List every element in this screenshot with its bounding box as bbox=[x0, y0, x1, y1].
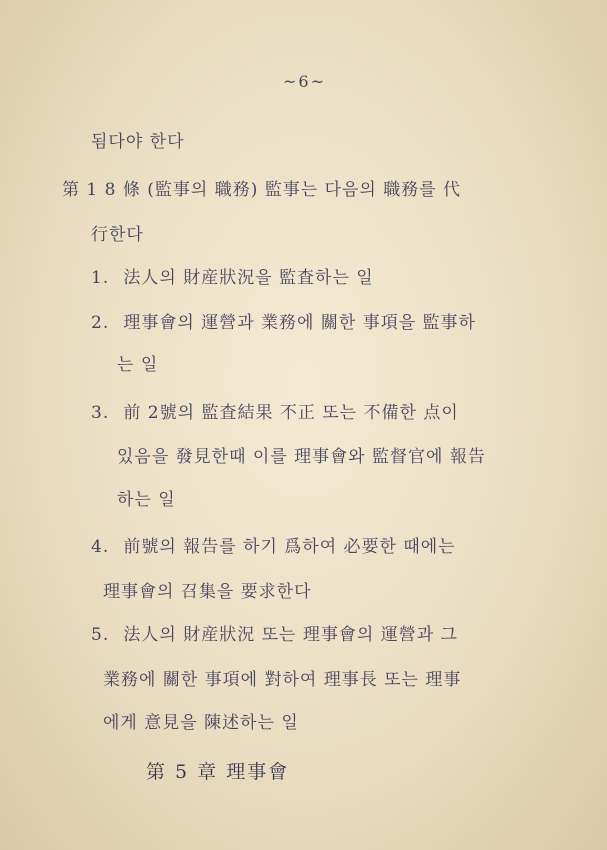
article-heading: 第 1 8 條 (監事의 職務) 監事는 다음의 職務를 代 bbox=[62, 180, 462, 200]
list-item-number: 3. bbox=[91, 403, 110, 423]
page-number: ~6~ bbox=[283, 72, 326, 91]
list-item-continuation bbox=[103, 577, 312, 602]
list-item-text: 業務에 關한 事項에 對하여 理事長 또는 理事 bbox=[103, 670, 462, 690]
list-item-text: 理事會의 召集을 要求한다 bbox=[103, 582, 312, 602]
list-item bbox=[91, 398, 459, 423]
list-item-number: 5. bbox=[91, 625, 110, 645]
list-item-text: 法人의 財産狀況 또는 理事會의 運營과 그 bbox=[123, 625, 458, 645]
list-item-text: 하는 일 bbox=[117, 490, 176, 510]
text-line: 行한다 bbox=[91, 225, 144, 245]
list-item bbox=[91, 308, 476, 333]
list-item-text: 前 2號의 監査結果 不正 또는 不備한 点이 bbox=[123, 403, 459, 423]
list-item-continuation bbox=[103, 708, 299, 733]
list-item-number: 4. bbox=[91, 537, 110, 557]
text-line: 됨다야 한다 bbox=[91, 132, 185, 152]
list-item-number: 1. bbox=[91, 268, 110, 288]
list-item-text: 前號의 報告를 하기 爲하여 必要한 때에는 bbox=[123, 537, 456, 557]
list-item bbox=[91, 263, 374, 288]
list-item-number: 2. bbox=[91, 313, 110, 333]
list-item bbox=[91, 532, 456, 557]
list-item-text: 에게 意見을 陳述하는 일 bbox=[103, 713, 299, 733]
list-item-continuation bbox=[117, 350, 158, 375]
list-item-continuation bbox=[117, 485, 176, 510]
list-item bbox=[91, 620, 458, 645]
list-item-text: 法人의 財産狀況을 監査하는 일 bbox=[123, 268, 374, 288]
list-item-text: 는 일 bbox=[117, 355, 159, 375]
list-item-text: 理事會의 運營과 業務에 關한 事項을 監事하 bbox=[123, 313, 476, 333]
list-item-continuation bbox=[103, 665, 461, 690]
list-item-continuation bbox=[117, 442, 486, 467]
list-item-text: 있음을 發見한때 이를 理事會와 監督官에 報告 bbox=[117, 447, 486, 467]
chapter-heading: 第 5 章 理事會 bbox=[146, 761, 290, 783]
